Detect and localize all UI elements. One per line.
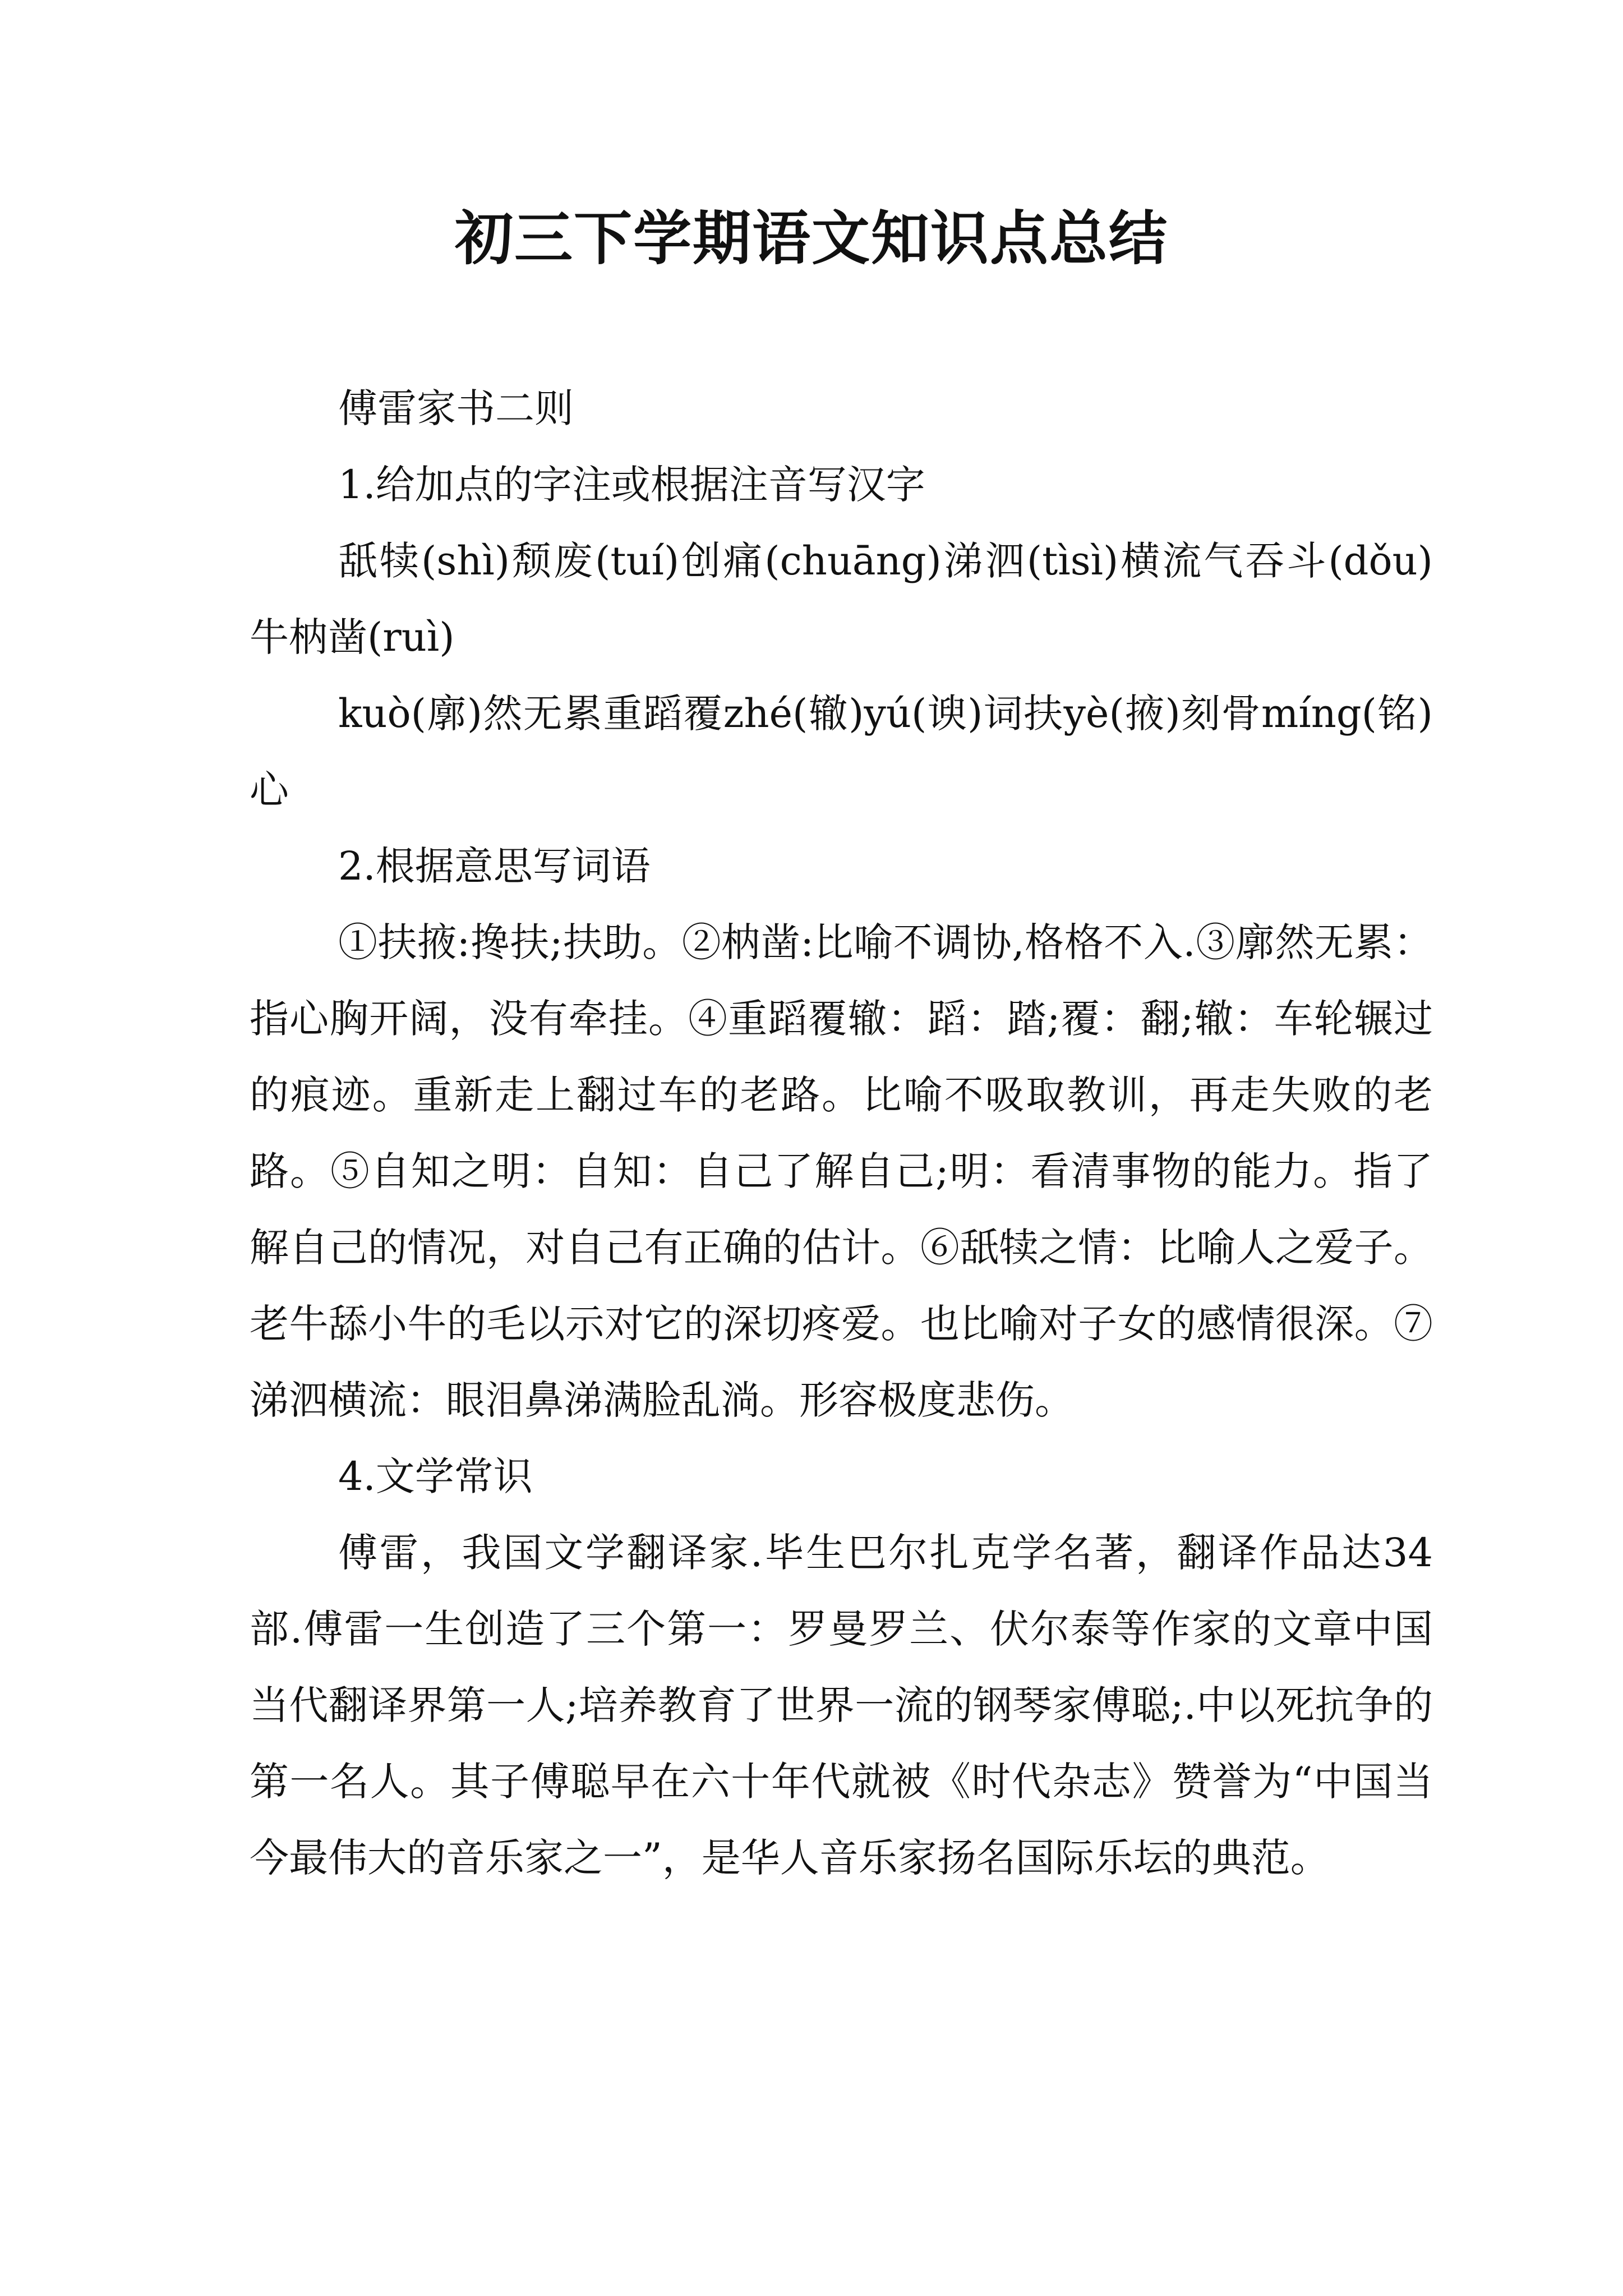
vocabulary-definitions-paragraph: ①扶掖:搀扶;扶助。②枘凿:比喻不调协,格格不入.③廓然无累：指心胸开阔，没有牵挂。④重蹈覆辙：蹈：踏;覆：翻;辙：车轮辗过的痕迹。重新走上翻过车的老路。比喻不吸取教训，再走失败的老路。⑤自知之明：自知：自己了解自己;明：看清事物的能力。指了解自己的情况，对自己有正确的估计。⑥舐犊之情：比喻人之爱子。老牛舔小牛的毛以示对它的深切疼爱。也比喻对子女的感情很深。⑦涕泗横流：眼泪鼻涕满脸乱淌。形容极度悲伤。 [250, 919, 1433, 1423]
literature-heading: 4.文学常识 [338, 1453, 533, 1499]
document-title: 初三下学期语文知识点总结 [454, 204, 1168, 273]
pinyin-paragraph-2: kuò(廓)然无累重蹈覆zhé(辙)yú(谀)词扶yè(掖)刻骨míng(铭)心 [250, 691, 1433, 813]
exercise-heading-pinyin: 1.给加点的字注或根据注音写汉字 [338, 462, 925, 508]
exercise-heading-vocabulary: 2.根据意思写词语 [338, 843, 651, 889]
section-heading-fu-lei-letters: 傅雷家书二则 [338, 385, 574, 431]
literature-paragraph: 傅雷，我国文学翻译家.毕生巴尔扎克学名著，翻译作品达34部.傅雷一生创造了三个第一：罗曼罗兰、伏尔泰等作家的文章中国当代翻译界第一人;培养教育了世界一流的钢琴家傅聪;.中以死抗争的第一名人。其子傅聪早在六十年代就被《时代杂志》赞誉为“中国当今最伟大的音乐家之一”，是华人音乐家扬名国际乐坛的典范。 [250, 1530, 1433, 1881]
document-body [250, 370, 1433, 1896]
pinyin-paragraph-1: 舐犊(shì)颓废(tuí)创痛(chuāng)涕泗(tìsì)横流气吞斗(dǒu)牛枘凿(ruì) [250, 538, 1433, 660]
